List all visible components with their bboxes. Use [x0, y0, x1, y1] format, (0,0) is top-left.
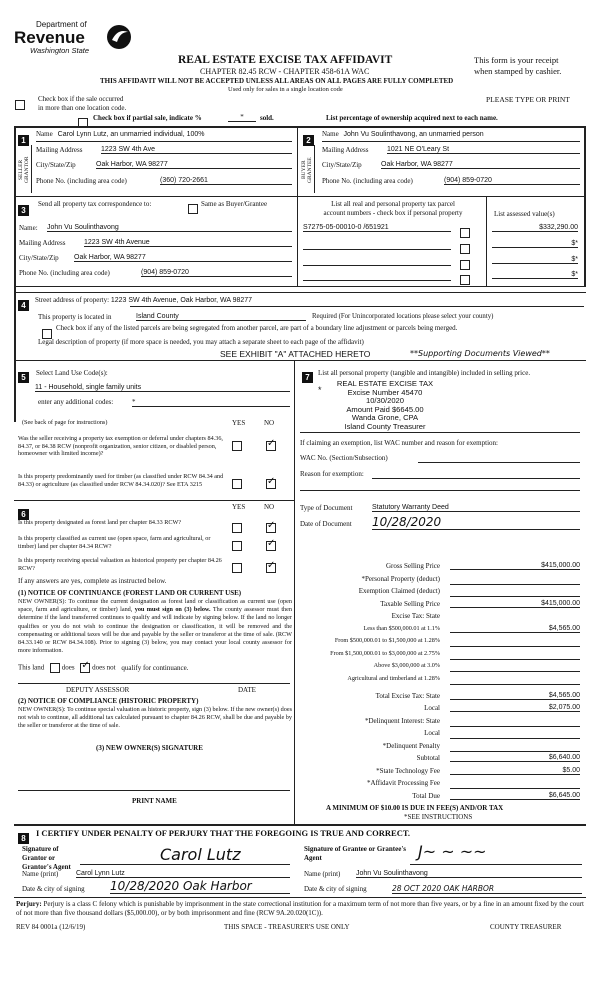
receipt-note-1: This form is your receipt	[474, 55, 559, 65]
stamp-star: *	[318, 385, 322, 395]
seller-name-row	[36, 130, 291, 138]
buyer-name-row	[322, 130, 484, 138]
this-land-label: This land	[18, 663, 45, 672]
notice2-text: NEW OWNER(S): To continue special valuation as historic property, sign (3) below. If the new owner(s) does not wish to continue, all additional tax calculated pursuant to chapter 84.26 RCW, shall be due and payable by the seller or transferor at the time of sale.	[18, 706, 292, 730]
used-only-line: Used only for sales in a single location code	[228, 86, 343, 93]
receipt-note-2: when stamped by cashier.	[474, 66, 562, 76]
multi-location-text-1: Check box if the sale occurred	[38, 95, 124, 103]
tax-row	[300, 662, 580, 675]
grantee-date-label: Date & city of signing	[304, 885, 367, 893]
tax-row	[300, 562, 580, 575]
parcel-account-2[interactable]	[303, 240, 451, 250]
legal-label: Legal description of property (if more space is needed, you may attach a separate sheet to each page of the affidavit)	[38, 338, 364, 346]
partial-sale-text: Check box if partial sale, indicate %	[93, 114, 202, 122]
form-number: REV 84 0001a (12/6/19)	[16, 923, 86, 931]
corr-mail-label: Mailing Address	[19, 239, 66, 247]
s6-question-2: Is this property classified as current use (open space, farm and agricultural, or timber) land per chapter 84.34 RCW?	[18, 535, 211, 550]
logo-line-1: Department of	[36, 20, 87, 29]
s6-q1-no[interactable]	[266, 519, 276, 537]
tax-row	[300, 692, 580, 705]
county-treasurer: COUNTY TREASURER	[490, 923, 562, 931]
tax-table	[300, 562, 580, 804]
parcel-header	[303, 200, 483, 218]
county-select[interactable]: Island County	[136, 313, 306, 321]
seller-phone[interactable]: (360) 720-2661	[160, 177, 292, 185]
tax-row	[300, 792, 580, 805]
legal-description[interactable]: SEE EXHIBIT "A" ATTACHED HERETO	[220, 349, 371, 359]
tax-row	[300, 767, 580, 780]
stamp-line-5: Wanda Grone, CPA	[351, 413, 419, 423]
buyer-name[interactable]: John Vu Soulinthavong, an unmarried person	[343, 131, 484, 138]
qualify-label: qualify for continuance.	[121, 663, 189, 672]
form-title: REAL ESTATE EXCISE TAX AFFIDAVIT	[178, 54, 393, 66]
seller-city-label: City/State/Zip	[36, 161, 76, 169]
section-7-number: 7	[302, 367, 313, 385]
see-back: (See back of page for instructions)	[22, 419, 108, 426]
s5-q2-yes[interactable]	[232, 475, 242, 493]
corr-name[interactable]: John Vu Soulinthavong	[47, 224, 292, 232]
tax-row-value[interactable]	[450, 662, 580, 672]
tax-row-label: Total Due	[412, 791, 440, 800]
warning-line: THIS AFFIDAVIT WILL NOT BE ACCEPTED UNLESS ALL AREAS ON ALL PAGES ARE FULLY COMPLETED	[100, 77, 454, 85]
tax-row-label: Above $3,000,000 at 3.0%	[373, 662, 440, 669]
does-label: does	[61, 663, 75, 672]
tax-row	[300, 650, 580, 663]
logo-line-2: Revenue	[14, 28, 85, 47]
doc-type[interactable]: Statutory Warranty Deed	[372, 504, 580, 512]
parcel-account-3[interactable]	[303, 256, 451, 266]
buyer-phone[interactable]: (904) 859-0720	[444, 177, 580, 185]
stamp-line-3: 10/30/2020	[365, 396, 404, 406]
perjury-text: Perjury is a class C felony which is punishable by imprisonment in the state correctional institution for a maximum term of not more than five years, or by a fine in an amount fixed by the court of not more than five thousand dollars ($5,000.00), or by both imprisonment and fine (RCW 9A.20.020(1C)).	[16, 900, 584, 917]
same-as-buyer-label: Same as Buyer/Grantee	[201, 200, 268, 208]
reason-field[interactable]	[372, 478, 580, 479]
does-not-label: does not	[92, 663, 116, 672]
s5-no-header: NO	[264, 419, 275, 427]
additional-codes[interactable]: *	[132, 398, 290, 407]
personal-property-header: List all personal property (tangible and intangible) included in selling price.	[318, 369, 531, 377]
required-note: Required (For Unincorporated locations please select your county)	[312, 313, 494, 320]
s6-question-3: Is this property receiving special valuation as historical property per chapter 84.26 RCW?	[18, 557, 222, 572]
land-use-label: Select Land Use Code(s):	[36, 369, 108, 377]
print-name-label: PRINT NAME	[132, 797, 177, 805]
s5-q1-yes[interactable]	[232, 437, 242, 455]
stamp-line-6: Island County Treasurer	[344, 421, 426, 431]
notice1-text	[18, 598, 292, 655]
s6-q3-yes[interactable]	[232, 559, 242, 577]
tax-row-label: From $500,000.01 to $1,500,000 at 1.28%	[334, 637, 440, 644]
tax-row-value[interactable]	[450, 587, 580, 597]
partial-percent[interactable]: *	[228, 113, 256, 122]
grantee-sig-label: Signature of Grantee or Grantee's Agent	[304, 845, 407, 862]
parcel-personal-checkbox-4[interactable]	[460, 271, 470, 289]
form-subtitle: CHAPTER 82.45 RCW - CHAPTER 458-61A WAC	[200, 67, 370, 76]
land-use-select[interactable]: 11 - Household, single family units	[35, 384, 290, 392]
tax-row	[300, 717, 580, 730]
correspondence-header: Send all property tax correspondence to:	[38, 200, 152, 208]
street-row	[35, 296, 252, 304]
tax-row-label: Excise Tax: State	[391, 612, 440, 620]
tax-row-label: Subtotal	[416, 754, 440, 762]
corr-city-label: City/State/Zip	[19, 254, 59, 262]
tax-row-label: Agricultural and timberland at 1.28%	[347, 674, 440, 682]
stamp-line-2: Excise Number 45470	[347, 387, 423, 397]
assessor-date-label: DATE	[238, 686, 256, 694]
parcel-account-4[interactable]	[303, 271, 451, 281]
buyer-phone-label: Phone No. (including area code)	[322, 177, 413, 185]
tax-row-value[interactable]	[450, 650, 580, 660]
s5-question-1: Was the seller receiving a property tax exemption or deferral under chapters 84.36, 84.37, or 84.38 RCW (nonprofit organization, senior citizen, or disabled person, homeowner with limited income)?	[18, 435, 223, 457]
parcel-value-2[interactable]: $*	[492, 240, 578, 248]
s6-q2-yes[interactable]	[232, 537, 242, 555]
s5-q1-no[interactable]	[266, 437, 276, 455]
stamp-line-4: Amount Paid $6645.00	[346, 404, 424, 414]
treasurer-use: THIS SPACE - TREASURER'S USE ONLY	[224, 923, 350, 931]
tax-row-label: Total Excise Tax: State	[375, 691, 440, 700]
continuance-row	[18, 663, 188, 673]
tax-row-label: *State Technology Fee	[376, 766, 440, 775]
buyer-city-label: City/State/Zip	[322, 161, 362, 169]
multi-location-text-2: in more than one location code.	[38, 104, 127, 112]
doc-date[interactable]: 10/28/2020	[372, 515, 580, 530]
dor-logo	[14, 20, 134, 70]
additional-codes-label: enter any additional codes:	[38, 398, 114, 406]
grantee-date-city[interactable]: 28 OCT 2020 OAK HARBOR	[392, 884, 582, 894]
tax-row-label: *Personal Property (deduct)	[361, 574, 440, 583]
new-owner-signature-label: (3) NEW OWNER(S) SIGNATURE	[96, 744, 203, 752]
grantor-date-city[interactable]: 10/28/2020 Oak Harbor	[110, 879, 290, 894]
tax-row-label: Gross Selling Price	[385, 562, 440, 570]
tax-row	[300, 675, 580, 692]
section-6-number: 6	[18, 504, 29, 522]
grantee-print-name[interactable]: John Vu Soulinthavong	[356, 870, 582, 878]
segregated-text: Check box if any of the listed parcels are being segregated from another parcel, are part of a boundary line adjustment or parcels being merged.	[56, 324, 458, 332]
street-address[interactable]: 1223 SW 4th Avenue, Oak Harbor, WA 98277	[110, 297, 253, 304]
tax-row-label: From $1,500,000.01 to $3,000,000 at 2.75%	[330, 649, 440, 657]
parcel-header-1: List all real and personal property tax parcel	[331, 200, 455, 208]
section-4-number: 4	[18, 295, 29, 313]
notice1-text-c: The county assessor must then determine if the land transferred continues to qualify and will indicate by signing below. If the land no longer qualifies or you do not wish to continue the designation or classification, it will be removed and the compensating or additional taxes will be due and payable by the seller or transferor at the time of sale. (RCW 84.33.140 or RCW 84.34.108). Prior to signing (3) below, you may contact your local county assessor for more information.	[18, 606, 292, 655]
located-label: This property is located in	[38, 313, 112, 321]
tax-row-value[interactable]: $6,645.00	[450, 792, 580, 800]
section-8-number: 8	[18, 828, 29, 846]
same-as-buyer-checkbox[interactable]	[188, 200, 198, 218]
section-5-number: 5	[18, 367, 29, 385]
seller-city[interactable]: Oak Harbor, WA 98277	[96, 161, 292, 169]
tax-row-value[interactable]	[450, 717, 580, 727]
s5-yes-header: YES	[232, 419, 246, 427]
tax-row-value[interactable]: $6,640.00	[450, 754, 580, 762]
notice2-title: (2) NOTICE OF COMPLIANCE (HISTORIC PROPERTY)	[18, 697, 199, 705]
tax-row-value[interactable]: $5.00	[450, 767, 580, 775]
corr-mail[interactable]: 1223 SW 4th Avenue	[84, 239, 292, 247]
tax-row-value[interactable]: $4,565.00	[450, 692, 580, 700]
tax-row-value[interactable]	[450, 637, 580, 647]
tax-row	[300, 754, 580, 767]
parcel-header-2: account numbers - check box if personal property	[323, 209, 463, 217]
logo-line-3: Washington State	[30, 46, 90, 55]
seller-mail-label: Mailing Address	[36, 146, 83, 154]
doc-date-label: Date of Document	[300, 520, 352, 528]
s6-question-1: Is this property designated as forest land per chapter 84.33 RCW?	[18, 519, 182, 526]
stamp-line-1: REAL ESTATE EXCISE TAX	[336, 379, 434, 388]
seller-mail[interactable]: 1223 SW 4th Ave	[101, 146, 292, 154]
seller-name[interactable]: Carol Lynn Lutz, an unmarried individual, 100%	[57, 131, 205, 138]
buyer-city[interactable]: Oak Harbor, WA 98277	[381, 161, 580, 169]
corr-phone[interactable]: (904) 859-0720	[141, 269, 292, 277]
parcel-account-1[interactable]: S7275-05-00010-0 /651921	[303, 224, 451, 232]
tax-row-value[interactable]: $4,565.00	[450, 625, 580, 633]
see-instructions: *SEE INSTRUCTIONS	[404, 813, 473, 821]
tax-row-label: Exemption Claimed (deduct)	[358, 587, 440, 595]
tax-row	[300, 612, 580, 625]
tax-row-value[interactable]: $2,075.00	[450, 704, 580, 712]
corr-city[interactable]: Oak Harbor, WA 98277	[74, 254, 292, 262]
notice1-title: (1) NOTICE OF CONTINUANCE (FOREST LAND OR CURRENT USE)	[18, 589, 242, 597]
s6-q1-yes[interactable]	[232, 519, 242, 537]
notice1-text-b: you must sign on (3) below.	[134, 606, 211, 614]
tax-row	[300, 575, 580, 588]
s5-question-2: Is this property predominantly used for timber (as classified under RCW 84.34 and 84.33) or agriculture (as classified under RCW 84.34.020)? See ETA 3215	[18, 473, 224, 488]
tax-row-label: Less than $500,000.01 at 1.1%	[363, 624, 440, 632]
does-checkbox[interactable]	[50, 663, 60, 673]
tax-row-label: Taxable Selling Price	[380, 599, 440, 608]
parcel-value-1[interactable]: $332,290.00	[492, 224, 578, 232]
tax-row-label: Local	[424, 729, 440, 737]
assessed-value-header: List assessed value(s)	[494, 210, 555, 218]
s6-no-header: NO	[264, 503, 275, 511]
doc-type-label: Type of Document	[300, 504, 353, 512]
multi-location-checkbox[interactable]	[15, 96, 25, 114]
deputy-assessor-label: DEPUTY ASSESSOR	[66, 686, 130, 694]
supporting-docs-stamp: **Supporting Documents Viewed**	[410, 349, 550, 358]
does-not-checkbox[interactable]	[80, 663, 90, 673]
minimum-due-note: A MINIMUM OF $10.00 IS DUE IN FEE(S) AND/OR TAX	[326, 804, 504, 812]
section-1-number: 1	[18, 130, 29, 148]
grantor-print-name[interactable]: Carol Lynn Lutz	[76, 870, 290, 878]
tax-row-value[interactable]	[450, 742, 580, 752]
grantor-date-label: Date & city of signing	[22, 885, 85, 893]
seller-name-label: Name	[36, 130, 53, 138]
tax-row-value[interactable]	[450, 779, 580, 789]
section-3-number: 3	[18, 200, 29, 218]
buyer-mail[interactable]: 1021 NE O'Leary St	[387, 146, 580, 154]
perjury-label: Perjury:	[16, 900, 42, 908]
print-name-line[interactable]	[18, 790, 290, 791]
grantee-signature[interactable]: J~ ~ ~~	[418, 842, 487, 861]
parcel-value-3[interactable]: $*	[492, 256, 578, 264]
tax-row-label: *Delinquent Interest: State	[364, 716, 440, 725]
tax-row	[300, 742, 580, 755]
s5-q2-no[interactable]	[266, 475, 276, 493]
street-label: Street address of property:	[35, 296, 110, 304]
grantor-signature[interactable]: Carol Lutz	[160, 845, 241, 864]
tax-row-value[interactable]: $415,000.00	[450, 562, 580, 570]
buyer-name-label: Name	[322, 130, 339, 138]
buyer-mail-label: Mailing Address	[322, 146, 369, 154]
tax-row-value[interactable]	[450, 675, 580, 685]
tax-row-value[interactable]: $415,000.00	[450, 600, 580, 608]
tax-row	[300, 779, 580, 792]
corr-phone-label: Phone No. (including area code)	[19, 269, 110, 277]
corr-name-label: Name:	[19, 224, 38, 232]
logo-swirl-icon	[104, 22, 134, 52]
parcel-value-4[interactable]: $*	[492, 271, 578, 279]
ownership-note: List percentage of ownership acquired next to each name.	[326, 114, 498, 122]
wac-label: WAC No. (Section/Subsection)	[300, 454, 388, 462]
partial-sold: sold.	[260, 114, 274, 122]
buyer-side-label: BUYER GRANTEE	[301, 157, 313, 183]
tax-row-label: *Affidavit Processing Fee	[367, 779, 440, 787]
seller-side-label: SELLER GRANTOR	[18, 156, 30, 184]
tax-row-value[interactable]	[450, 729, 580, 739]
reason-label: Reason for exemption:	[300, 470, 364, 478]
tax-row-label: Local	[424, 704, 440, 712]
tax-row	[300, 704, 580, 717]
grantee-name-label: Name (print)	[304, 870, 341, 878]
treasurer-stamp	[330, 380, 440, 432]
please-type: PLEASE TYPE OR PRINT	[486, 95, 570, 104]
if-yes-text: If any answers are yes, complete as instructed below.	[18, 577, 167, 585]
exemption-claim-label: If claiming an exemption, list WAC number and reason for exemption:	[300, 439, 498, 447]
tax-row	[300, 587, 580, 600]
tax-row-label: *Delinquent Penalty	[382, 741, 440, 750]
tax-row	[300, 625, 580, 638]
perjury-notice	[16, 900, 584, 918]
seller-phone-label: Phone No. (including area code)	[36, 177, 127, 185]
grantor-sig-label: Signature of Grantor or Grantor's Agent	[22, 845, 71, 871]
grantor-name-label: Name (print)	[22, 870, 59, 878]
section-2-number: 2	[303, 130, 314, 148]
tax-row	[300, 637, 580, 650]
certify-statement: I CERTIFY UNDER PENALTY OF PERJURY THAT THE FOREGOING IS TRUE AND CORRECT.	[36, 828, 411, 838]
wac-field[interactable]	[418, 462, 580, 463]
s6-yes-header: YES	[232, 503, 246, 511]
s6-q3-no[interactable]	[266, 559, 276, 577]
tax-row-value[interactable]	[450, 575, 580, 585]
s6-q2-no[interactable]	[266, 537, 276, 555]
tax-row	[300, 600, 580, 613]
notice1-text-a: NEW OWNER(S): To continue the current designation as forest land or classification as current use (open space, farm and agriculture, or timber) land,	[18, 598, 292, 614]
tax-row	[300, 729, 580, 742]
